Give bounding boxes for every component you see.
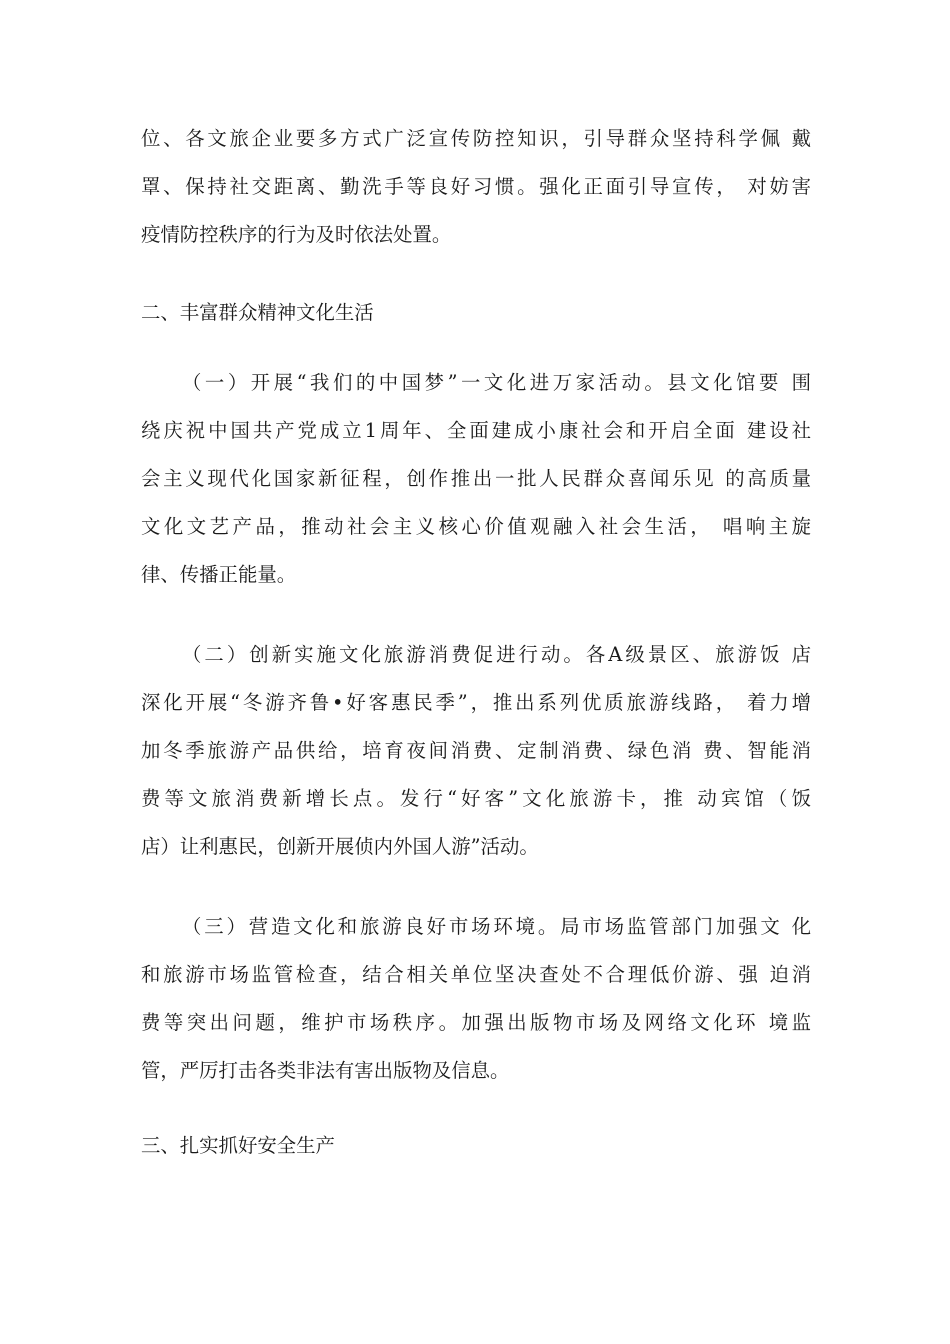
text-line: 疫情防控秩序的行为及时依法处置。 [141,223,452,246]
heading-text: 三、扎实抓好安全生产 [141,1134,335,1157]
text-line: 加冬季旅游产品供给，培育夜间消费、定制消费、绿色消 费、智能消 [141,739,811,762]
paragraph-epidemic-publicity [141,115,811,259]
text-line: 位、各文旅企业要多方式广泛宣传防控知识，引导群众坚持科学佩 戴 [141,127,811,150]
text-line: 文化文艺产品，推动社会主义核心价值观融入社会生活， 唱响主旋 [141,515,811,538]
section-heading-2 [141,289,811,337]
section-heading-3 [141,1122,811,1170]
text-line: 和旅游市场监管检查，结合相关单位坚决查处不合理低价游、强 迫消 [141,963,811,986]
text-line: （二）创新实施文化旅游消费促进行动。各A级景区、旅游饭 店 [182,643,811,666]
paragraph-chinese-dream [141,359,811,599]
paragraph-tourism-consumption [141,631,811,871]
text-line: 律、传播正能量。 [141,563,297,586]
heading-text: 二、丰富群众精神文化生活 [141,301,374,324]
text-line: （三）营造文化和旅游良好市场环境。局市场监管部门加强文 化 [182,915,811,938]
text-line: 罩、保持社交距离、勤洗手等良好习惯。强化正面引导宣传， 对妨害 [141,175,811,198]
text-line: 管，严厉打击各类非法有害出版物及信息。 [141,1059,510,1082]
text-line: 绕庆祝中国共产党成立1周年、全面建成小康社会和开启全面 建设社 [141,419,811,442]
text-line: （一）开展“我们的中国梦”一文化进万家活动。县文化馆要 围 [182,371,811,394]
text-line: 店）让利惠民，创新开展侦内外国人游”活动。 [141,835,539,858]
paragraph-market-environment [141,903,811,1095]
text-line: 会主义现代化国家新征程，创作推出一批人民群众喜闻乐见 的高质量 [141,467,811,490]
text-line: 费等文旅消费新增长点。发行“好客”文化旅游卡，推 动宾馆（饭 [141,787,811,810]
text-line: 费等突出问题，维护市场秩序。加强出版物市场及网络文化环 境监 [141,1011,811,1034]
text-line: 深化开展“冬游齐鲁•好客惠民季”，推出系列优质旅游线路， 着力增 [141,691,811,714]
